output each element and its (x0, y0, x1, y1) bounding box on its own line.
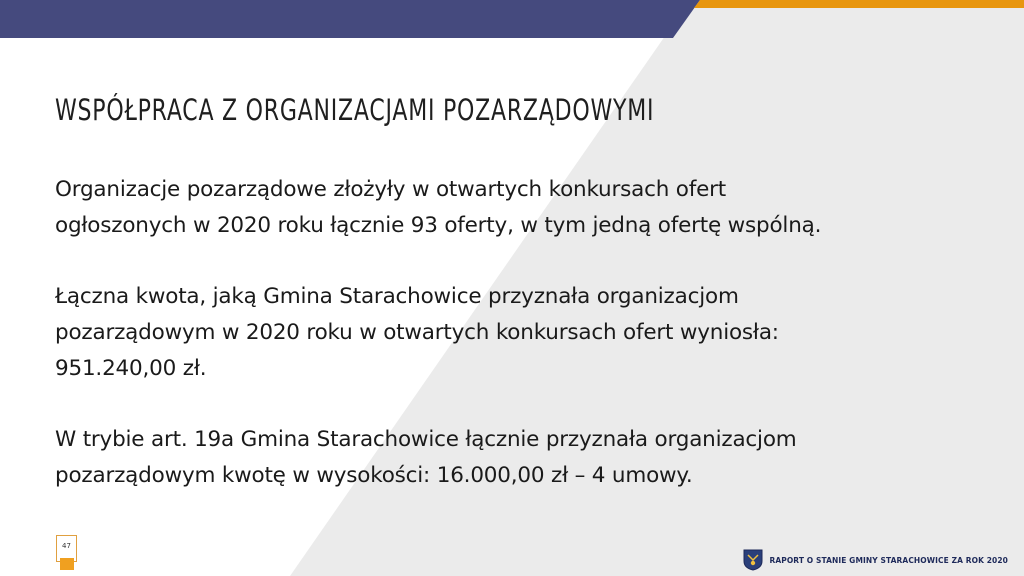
page-number-accent (60, 558, 74, 570)
paragraph-offers (55, 172, 975, 244)
paragraph-line: pozarządowym w 2020 roku w otwartych konkursach ofert wyniosła: (55, 320, 779, 345)
paragraph-total-amount (55, 279, 975, 387)
paragraph-line: pozarządowym kwotę w wysokości: 16.000,00 zł – 4 umowy. (55, 463, 693, 488)
paragraph-line: Organizacje pozarządowe złożyły w otwartych konkursach ofert (55, 177, 726, 202)
paragraph-line: ogłoszonych w 2020 roku łącznie 93 oferty, w tym jedną ofertę wspólną. (55, 213, 822, 238)
slide-body (55, 172, 975, 529)
city-crest-icon (743, 549, 763, 571)
paragraph-art-19a (55, 422, 975, 494)
footer (743, 549, 1008, 571)
paragraph-line: 951.240,00 zł. (55, 356, 207, 381)
footer-report-title: RAPORT O STANIE GMINY STARACHOWICE ZA ROK 2020 (769, 555, 1008, 565)
slide-title: WSPÓŁPRACA Z ORGANIZACJAMI POZARZĄDOWYMI (55, 93, 655, 127)
top-bar (0, 0, 1024, 38)
paragraph-line: Łączna kwota, jaką Gmina Starachowice przyznała organizacjom (55, 284, 739, 309)
page-number: 47 (62, 542, 71, 550)
paragraph-line: W trybie art. 19a Gmina Starachowice łącznie przyznała organizacjom (55, 427, 797, 452)
